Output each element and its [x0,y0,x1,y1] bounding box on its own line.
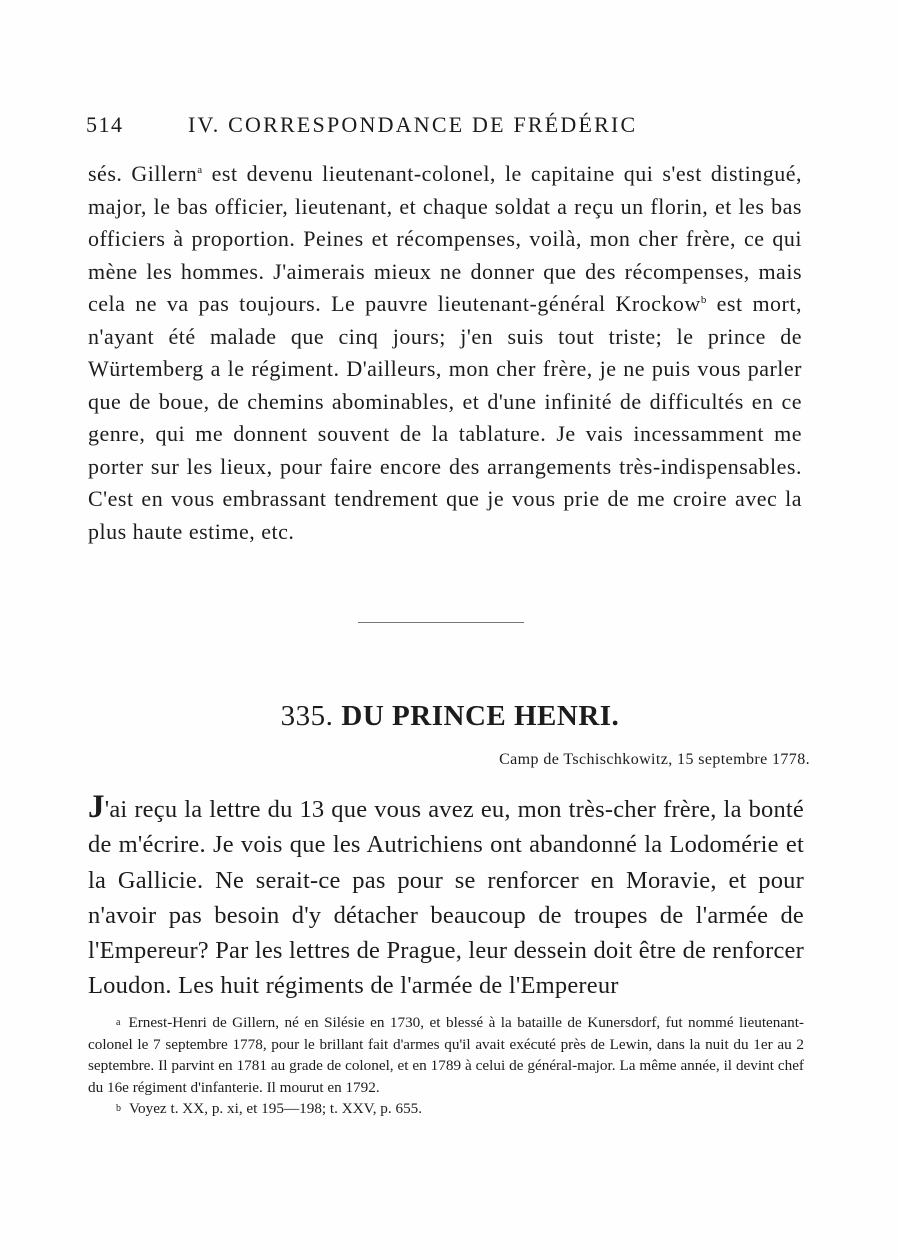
drop-cap: J [88,789,105,825]
footnote-ref-a[interactable]: a [197,164,203,176]
footnote-b [88,1098,804,1120]
letter-body-text: 'ai reçu la lettre du 13 que vous avez eu, mon très-cher frère, la bonté de m'écrire. Je vois que les Autrichiens ont abandonné la Lodomérie et la Gallicie. Ne serait-ce pas pour se renforcer en Moravie, et pour n'avoir pas besoin d'y détacher beaucoup de troupes de l'armée de l'Empereur? Par les lettres de Prague, leur dessein doit être de renforcer Loudon. Les huit régiments de l'armée de l'Empereur [88,796,804,1000]
continuation-paragraph [88,158,802,548]
footnotes [88,1012,804,1120]
page-number: 514 [86,112,124,137]
letter-paragraph [88,790,804,1004]
letter-body [88,790,804,1004]
footnote-a [88,1012,804,1098]
running-head-title: IV. CORRESPONDANCE DE FRÉDÉRIC [188,112,638,137]
letter-dateline: Camp de Tschischkowitz, 15 septembre 1778. [499,751,810,768]
running-head [86,112,806,144]
footnote-text: Ernest-Henri de Gillern, né en Silésie en 1730, et blessé à la bataille de Kunersdorf, fut nommé lieutenant-colonel le 7 septembre 1778, pour le brillant fait d'armes qu'il avait exécuté près de Lewin, dans la nuit du 1er au 2 septembre. Il parvint en 1781 au grade de colonel, et en 1789 à celui de général-major. La même année, il devint chef du 16e régiment d'infanterie. Il mourut en 1792. [88,1014,804,1096]
footnote-mark: b [116,1103,121,1115]
footnote-text: Voyez t. XX, p. xi, et 195—198; t. XXV, p. 655. [129,1100,423,1118]
footnote-mark: a [116,1017,121,1028]
letter-heading [0,700,900,733]
continuation-segment: est devenu lieutenant-colonel, le capitaine qui s'est distingué, major, le bas officier, lieutenant, et chaque soldat a reçu un florin, et les bas officiers à proportion. Peines et récompenses, voilà, mon cher frère, ce qui mène les hommes. J'aimerais mieux ne donner que des récompenses, mais cela ne va pas toujours. Le pauvre lieutenant-général Krockow [88,161,802,316]
letter-number: 335. [280,700,334,732]
footnote-ref-b[interactable]: b [700,294,707,306]
section-divider [358,622,524,623]
continuation-segment: sés. Gillern [88,161,198,186]
continuation-text [88,158,802,548]
continuation-segment: est mort, n'ayant été malade que cinq jours; j'en suis tout triste; le prince de Würtemberg a le régiment. D'ailleurs, mon cher frère, je ne puis vous parler que de boue, de chemins abominables, et d'une infinité de difficultés en ce genre, qui me donnent souvent de la tablature. Je vais incessamment me porter sur les lieux, pour faire encore des arrangements très-indispensables. C'est en vous embrassant tendrement que je vous prie de me croire avec la plus haute estime, etc. [88,291,802,544]
letter-title: DU PRINCE HENRI. [341,700,620,732]
